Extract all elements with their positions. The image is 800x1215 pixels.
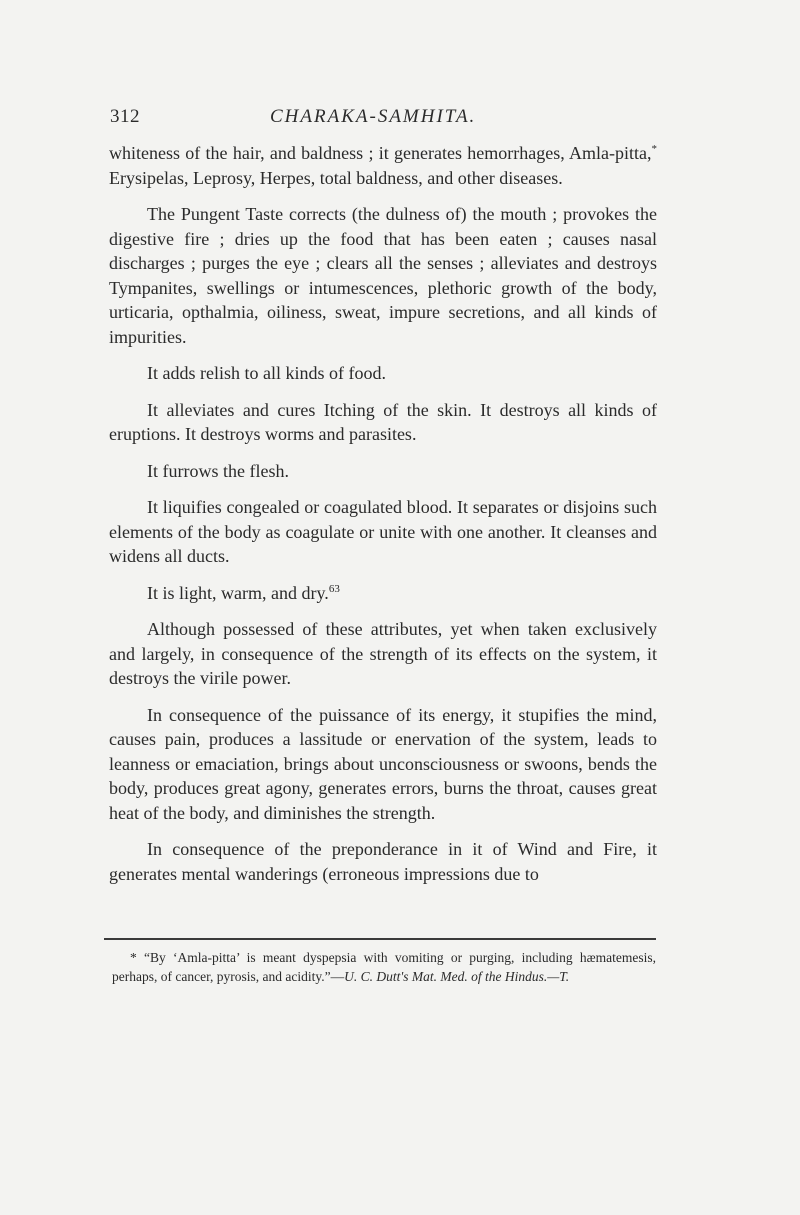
running-title: CHARAKA-SAMHITA. <box>270 106 477 127</box>
paragraph-3: It adds relish to all kinds of food. <box>147 363 386 383</box>
paragraph-7 <box>109 581 657 606</box>
paragraph-1-text: whiteness of the hair, and baldness ; it generates hemorrhages, Amla-pitta, <box>109 143 652 163</box>
footnote-divider <box>104 938 656 940</box>
paragraph-1 <box>109 141 657 190</box>
footnote <box>112 948 656 986</box>
page-number: 312 <box>110 106 140 127</box>
paragraph-1-text-continued: Erysipelas, Leprosy, Herpes, total baldness, and other diseases. <box>109 167 563 188</box>
footnote-reference: * <box>651 143 657 155</box>
paragraph-9: In consequence of the puissance of its energy, it stupifies the mind, causes pain, produces a lassitude or enervation of the system, leads to leanness or emaciation, brings about unconsciousness or swoons, bends the body, produces great agony, generates errors, burns the throat, causes great heat of the body, and diminishes the strength. <box>109 704 657 823</box>
paragraph-6: It liquifies congealed or coagulated blood. It separates or disjoins such elements of the body as coagulate or unite with one another. It cleanses and widens all ducts. <box>109 497 657 566</box>
note-reference: 63 <box>328 582 340 595</box>
footnote-text: * “By ‘Amla-pitta’ is meant dyspepsia with vomiting or purging, including hæmatemesis, perhaps, of cancer, pyrosis, and acidity.”— <box>112 950 656 984</box>
paragraph-7-text: It is light, warm, and dry. <box>147 582 329 603</box>
page-header <box>110 106 658 130</box>
body-text <box>109 141 657 898</box>
footnote-citation: U. C. Dutt's Mat. Med. of the Hindus.—T. <box>344 969 570 984</box>
paragraph-8: Although possessed of these attributes, yet when taken exclusively and largely, in consequence of the strength of its effects on the system, it destroys the virile power. <box>109 619 657 688</box>
paragraph-5: It furrows the flesh. <box>147 460 289 481</box>
paragraph-10: In consequence of the preponderance in it of Wind and Fire, it generates mental wanderings (erroneous impressions due to <box>109 839 657 884</box>
paragraph-4: It alleviates and cures Itching of the skin. It destroys all kinds of eruptions. It destroys worms and parasites. <box>109 399 657 444</box>
paragraph-2: The Pungent Taste corrects (the dulness of) the mouth ; provokes the digestive fire ; dries up the food that has been eaten ; causes nasal discharges ; purges the eye ; clears all the senses ; alleviates and destroys Tympanites, swellings or intumescences, plethoric growth of the body, urticaria, opthalmia, oiliness, sweat, impure secretions, and all kinds of impurities. <box>109 204 657 347</box>
